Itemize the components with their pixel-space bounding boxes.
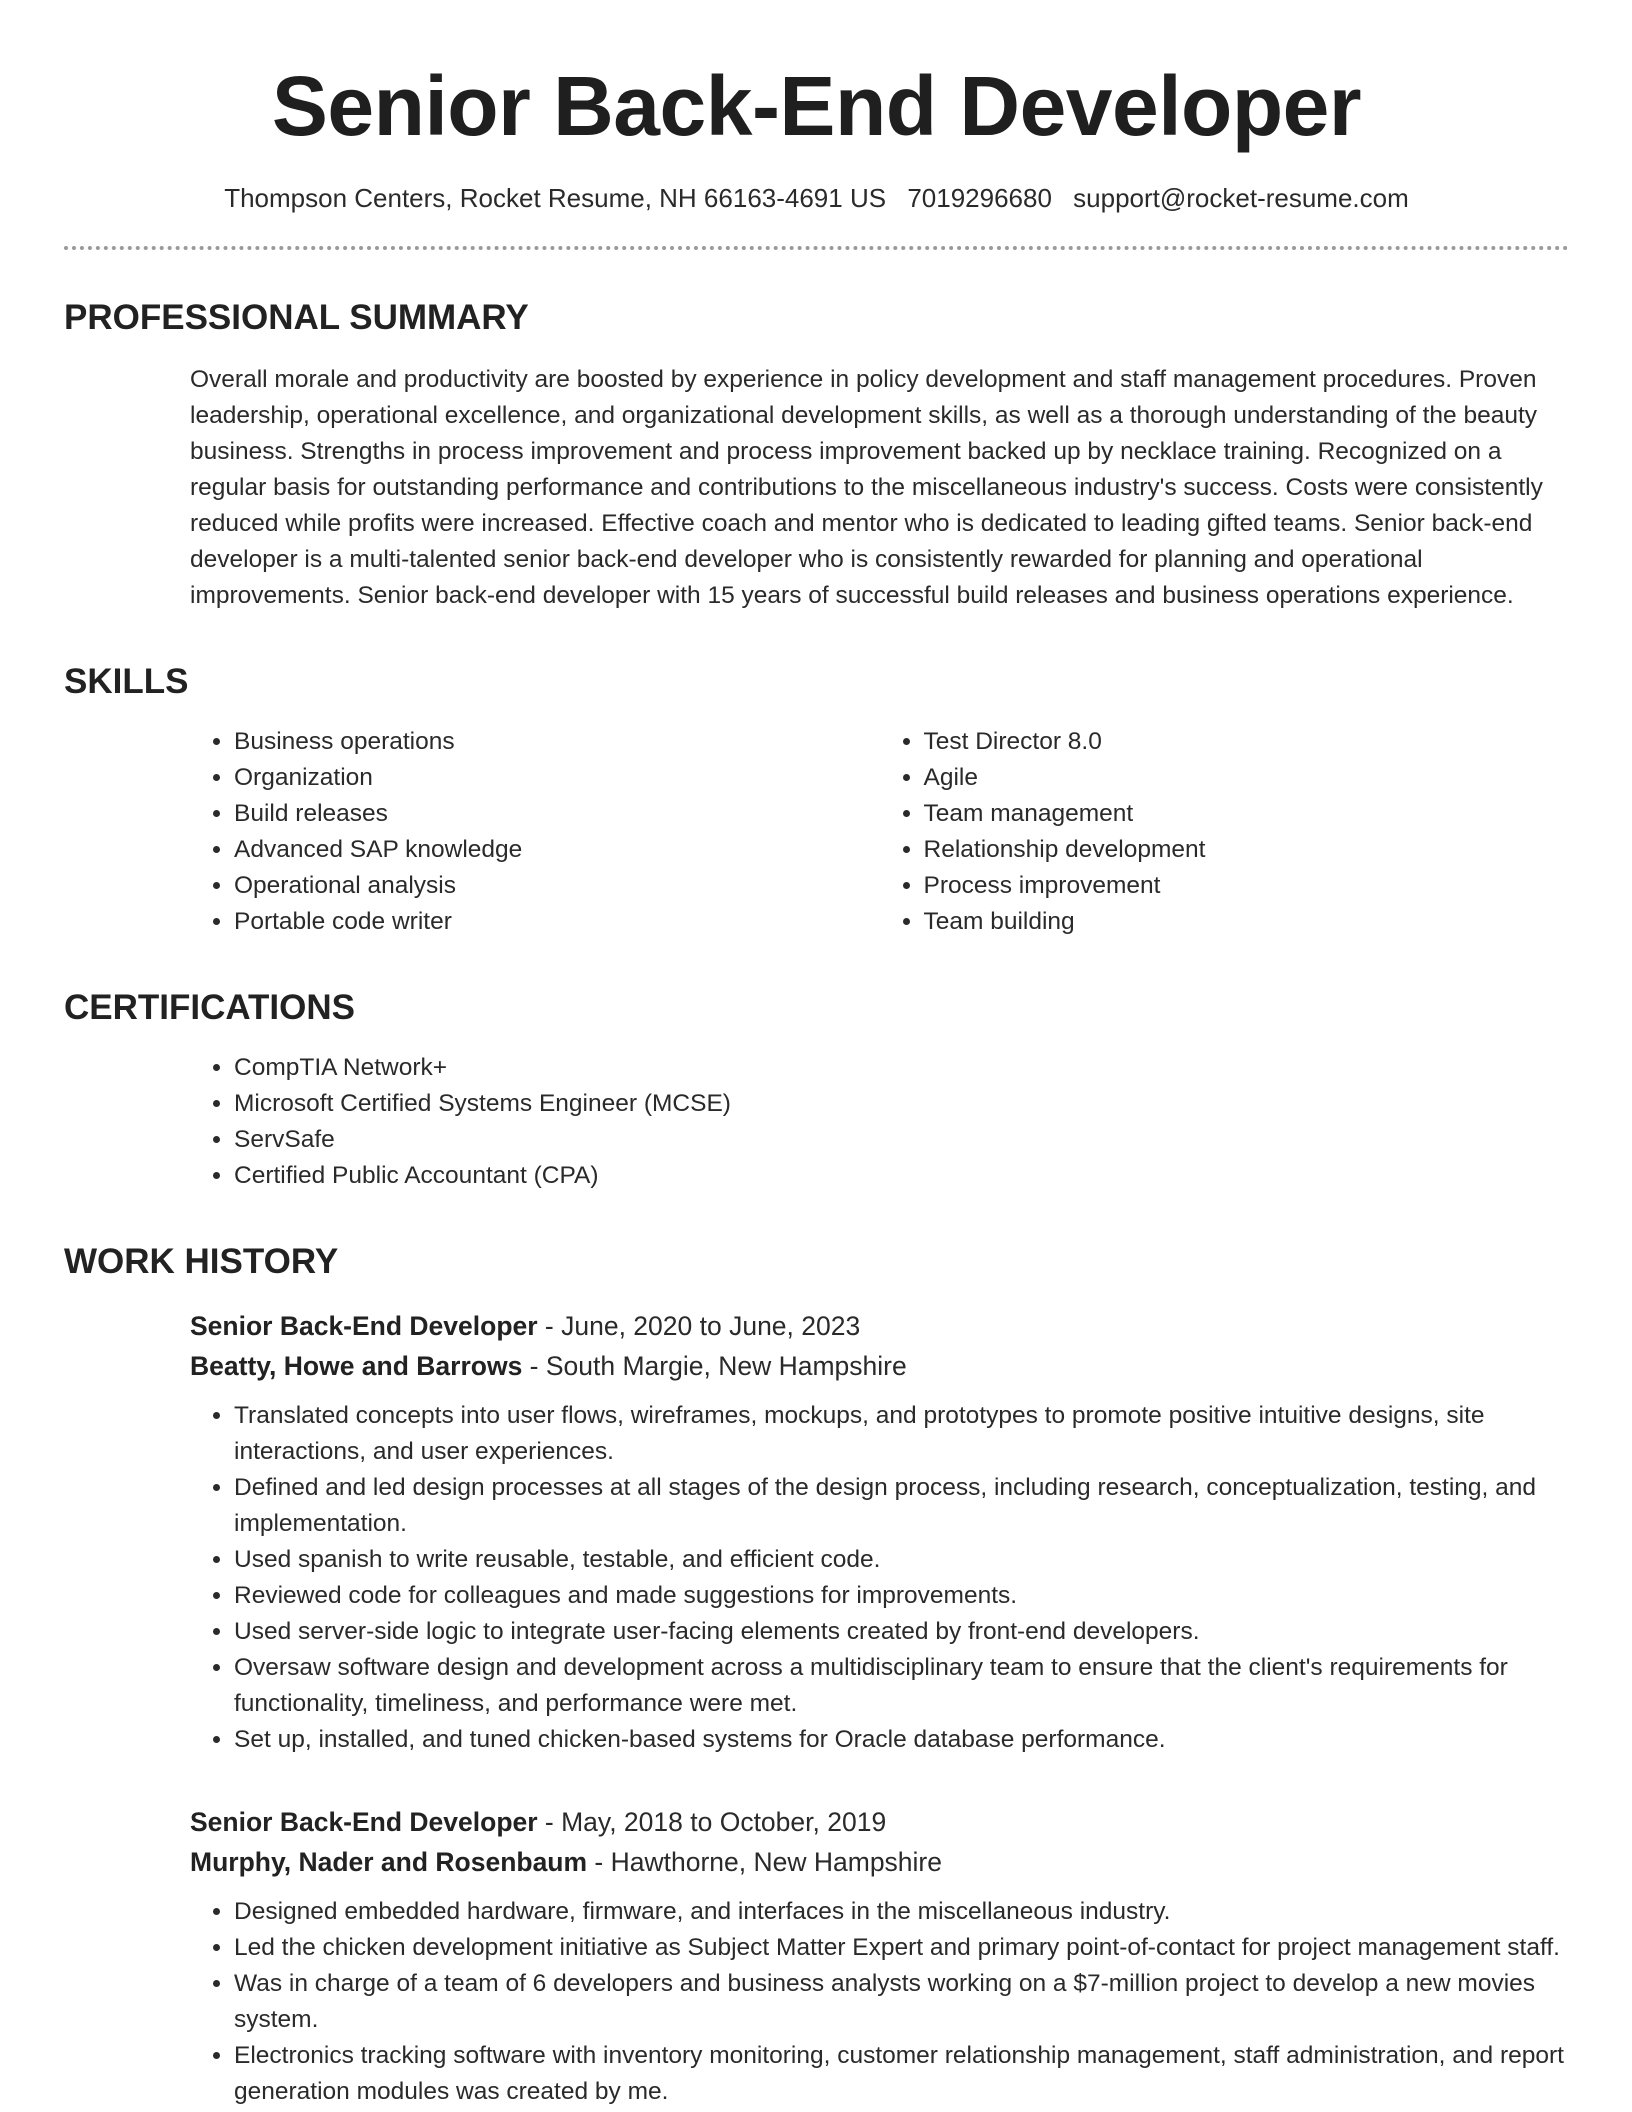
contact-line	[64, 182, 1569, 214]
job-title: Senior Back-End Developer	[190, 1311, 538, 1341]
job-bullet: • Electronics tracking software with inventory monitoring, customer relationship management, staff administration, and report generation modules was created by me.	[234, 2038, 1569, 2110]
skill-item: • Business operations	[234, 724, 880, 760]
skills-section	[64, 660, 1569, 940]
skill-item: • Organization	[234, 760, 880, 796]
job-dates: - June, 2020 to June, 2023	[537, 1311, 861, 1341]
certifications-heading: CERTIFICATIONS	[64, 988, 356, 1027]
skill-item: • Agile	[924, 760, 1570, 796]
job-entry	[64, 1306, 1569, 1758]
resume-page	[64, 0, 1569, 2110]
skill-item: • Operational analysis	[234, 868, 880, 904]
job-entry	[64, 1802, 1569, 2110]
job-bullet: • Used server-side logic to integrate user-facing elements created by front-end developers.	[234, 1614, 1569, 1650]
skills-right-list	[880, 724, 1570, 940]
certifications-section	[64, 986, 1569, 1194]
job-bullet: • Oversaw software design and development across a multidisciplinary team to ensure that the client's requirements for functionality, timeliness, and performance were met.	[234, 1650, 1569, 1722]
header-divider	[64, 246, 1569, 250]
certification-item: • CompTIA Network+	[234, 1050, 1569, 1086]
job-bullets	[190, 1894, 1569, 2110]
certification-item: • ServSafe	[234, 1122, 1569, 1158]
job-company-line	[190, 1346, 1569, 1386]
skill-item: • Build releases	[234, 796, 880, 832]
job-bullets	[190, 1398, 1569, 1758]
job-bullet: • Reviewed code for colleagues and made suggestions for improvements.	[234, 1578, 1569, 1614]
skill-item: • Process improvement	[924, 868, 1570, 904]
certifications-list	[190, 1050, 1569, 1194]
job-title-line	[190, 1802, 1569, 1842]
certification-item: • Certified Public Accountant (CPA)	[234, 1158, 1569, 1194]
job-company-line	[190, 1842, 1569, 1882]
job-company: Murphy, Nader and Rosenbaum	[190, 1847, 588, 1877]
skill-item: • Test Director 8.0	[924, 724, 1570, 760]
job-title-line	[190, 1306, 1569, 1346]
skill-item: • Advanced SAP knowledge	[234, 832, 880, 868]
job-location: - Hawthorne, New Hampshire	[587, 1847, 942, 1877]
summary-heading: PROFESSIONAL SUMMARY	[64, 298, 529, 337]
work-history-section	[64, 1240, 1569, 2110]
job-title: Senior Back-End Developer	[190, 1807, 538, 1837]
contact-phone: 7019296680	[907, 183, 1052, 213]
job-location: - South Margie, New Hampshire	[522, 1351, 907, 1381]
job-bullet: • Used spanish to write reusable, testable, and efficient code.	[234, 1542, 1569, 1578]
certifications-block	[64, 1050, 1569, 1194]
job-company: Beatty, Howe and Barrows	[190, 1351, 523, 1381]
contact-address: Thompson Centers, Rocket Resume, NH 66163-4691 US	[224, 183, 887, 213]
skill-item: • Team management	[924, 796, 1570, 832]
skill-item: • Portable code writer	[234, 904, 880, 940]
job-bullet: • Defined and led design processes at all stages of the design process, including research, conceptualization, testing, and implementation.	[234, 1470, 1569, 1542]
summary-section	[64, 296, 1569, 614]
contact-email: support@rocket-resume.com	[1073, 183, 1409, 213]
skills-left-list	[190, 724, 880, 940]
certification-item: • Microsoft Certified Systems Engineer (MCSE)	[234, 1086, 1569, 1122]
skills-heading: SKILLS	[64, 662, 189, 701]
resume-title: Senior Back-End Developer	[271, 59, 1362, 153]
job-bullet: • Designed embedded hardware, firmware, and interfaces in the miscellaneous industry.	[234, 1894, 1569, 1930]
work-history-heading: WORK HISTORY	[64, 1242, 339, 1281]
job-bullet: • Was in charge of a team of 6 developers and business analysts working on a $7-million project to develop a new movies system.	[234, 1966, 1569, 2038]
job-bullet: • Set up, installed, and tuned chicken-based systems for Oracle database performance.	[234, 1722, 1569, 1758]
skill-item: • Team building	[924, 904, 1570, 940]
summary-text: Overall morale and productivity are boosted by experience in policy development and staff management procedures. Proven leadership, operational excellence, and organizational development skills, as well as a thorough understanding of the beauty business. Strengths in process improvement and process improvement backed up by necklace training. Recognized on a regular basis for outstanding performance and contributions to the miscellaneous industry's success. Costs were consistently reduced while profits were increased. Effective coach and mentor who is dedicated to leading gifted teams. Senior back-end developer is a multi-talented senior back-end developer who is consistently rewarded for planning and operational improvements. Senior back-end developer with 15 years of successful build releases and business operations experience.	[190, 366, 1543, 609]
job-bullet: • Led the chicken development initiative as Subject Matter Expert and primary point-of-contact for project management staff.	[234, 1930, 1569, 1966]
job-dates: - May, 2018 to October, 2019	[537, 1807, 887, 1837]
skills-columns	[64, 724, 1569, 940]
skill-item: • Relationship development	[924, 832, 1570, 868]
job-bullet: • Translated concepts into user flows, wireframes, mockups, and prototypes to promote positive intuitive designs, site interactions, and user experiences.	[234, 1398, 1569, 1470]
